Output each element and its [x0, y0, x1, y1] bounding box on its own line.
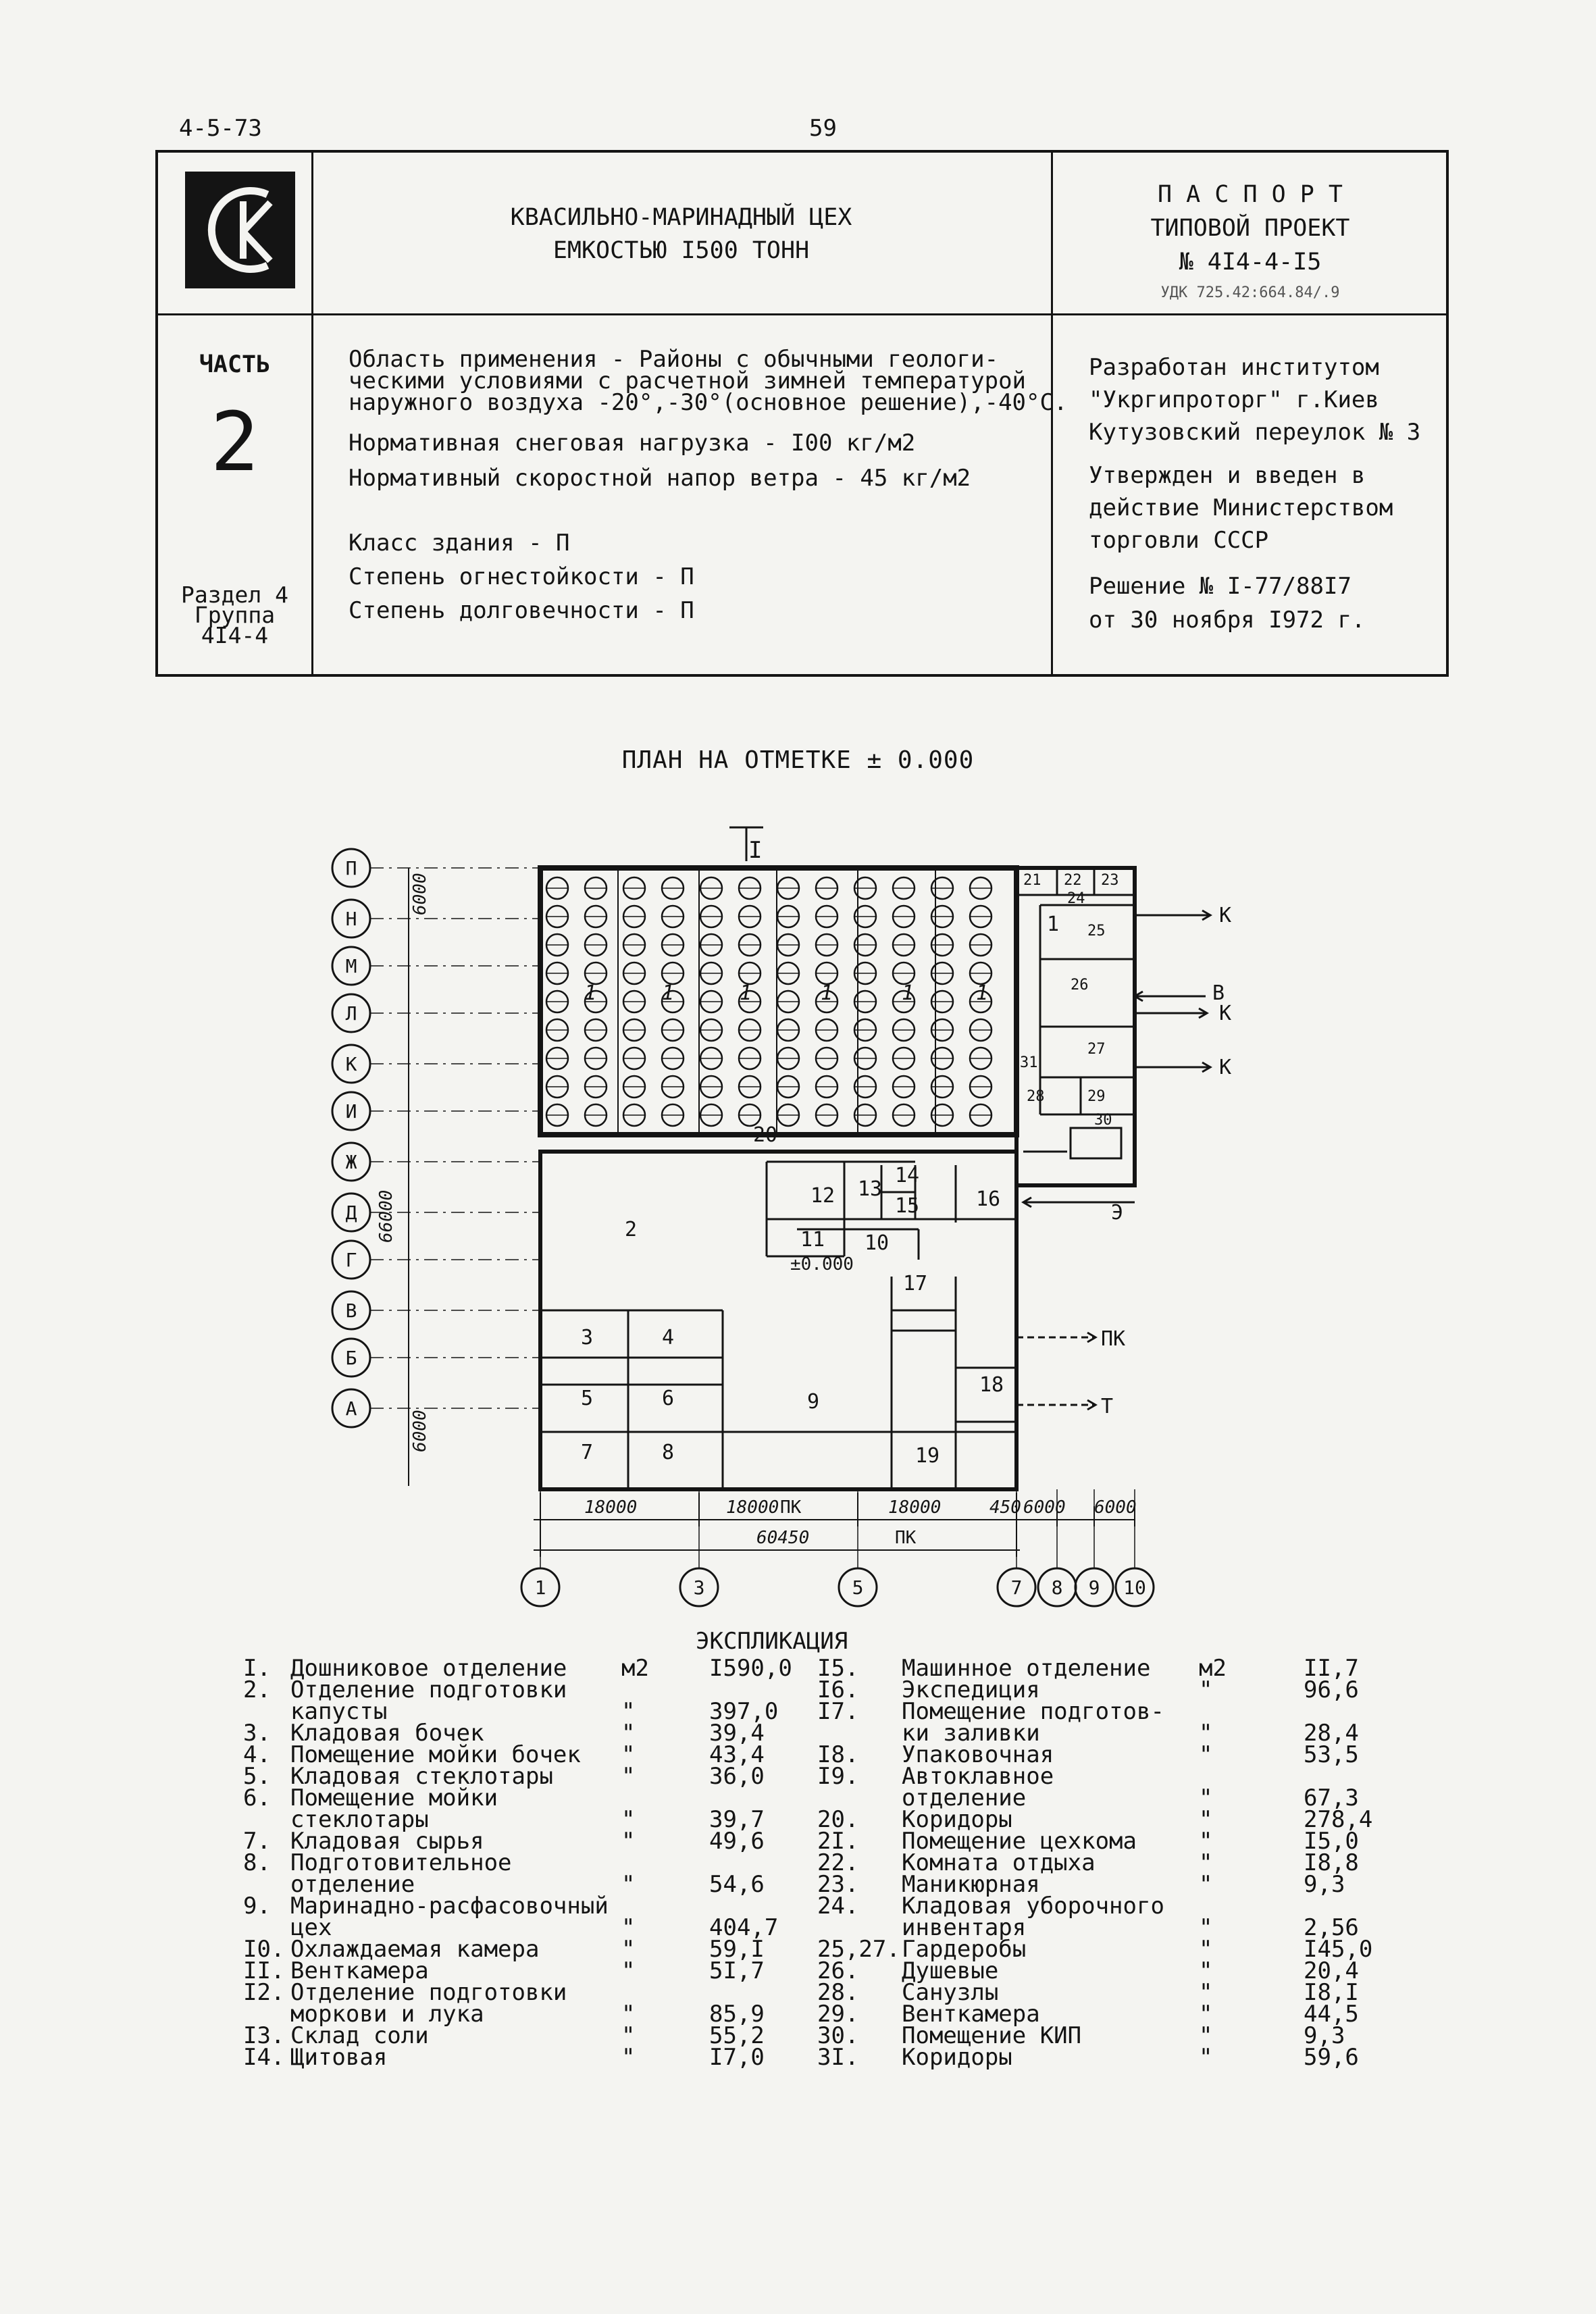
room-label: 17	[903, 1272, 928, 1295]
explication-num: I5.	[817, 1655, 859, 1682]
developer-line-2: "Укргипроторг" г.Киев	[1089, 386, 1379, 413]
room-label: 25	[1087, 923, 1106, 940]
explication-num: I3.	[243, 2022, 285, 2049]
explication-num: 20.	[817, 1806, 859, 1833]
room-label: 13	[858, 1177, 883, 1201]
passport-heading: П А С П О Р Т	[1158, 181, 1343, 208]
explication-name: Санузлы	[902, 1979, 999, 2006]
row-axis-label: М	[345, 955, 357, 977]
explication-unit: "	[1199, 1720, 1213, 1747]
explication-name: Маринадно-расфасовочный	[290, 1893, 609, 1920]
explication-unit: "	[621, 2001, 636, 2028]
part-label: ЧАСТЬ	[199, 351, 271, 378]
dim-18000-a: 18000	[584, 1497, 638, 1518]
explication-name: Гардеробы	[902, 1936, 1027, 1963]
explication-unit: "	[621, 1698, 636, 1725]
wind-pressure: Нормативный скоростной напор ветра - 45 кг/м2	[349, 465, 971, 492]
explication-unit: "	[621, 1741, 636, 1768]
explication-unit: "	[1199, 1979, 1213, 2006]
developer-line-1: Разработан институтом	[1089, 354, 1379, 381]
explication-name: капусты	[290, 1698, 388, 1725]
explication-num: 4.	[243, 1741, 271, 1768]
explication-unit: м2	[621, 1655, 649, 1682]
explication-name: инвентаря	[902, 1914, 1027, 1941]
explication-value: 59,I	[709, 1936, 765, 1963]
column-axis-label: 5	[852, 1576, 864, 1599]
project-title-line1: КВАСИЛЬНО-МАРИНАДНЫЙ ЦЕХ	[510, 204, 852, 231]
floor-plan	[324, 811, 1232, 1614]
explication-name: Помещение мойки бочек	[290, 1741, 581, 1768]
explication-unit: "	[621, 1936, 636, 1963]
explication-unit: "	[1199, 1741, 1213, 1768]
label-t: Т	[1101, 1395, 1114, 1418]
explication-name: цех	[290, 1914, 332, 1941]
explication-name: моркови и лука	[290, 2001, 484, 2028]
explication-num: II.	[243, 1957, 285, 1984]
group-label: Группа	[194, 602, 276, 628]
dim-left-66000: 66000	[376, 1189, 396, 1243]
explication-name: Коридоры	[902, 1806, 1012, 1833]
row-axis-label: И	[345, 1100, 357, 1123]
page-number: 59	[809, 115, 837, 142]
explication-name: отделение	[902, 1784, 1027, 1811]
explication-name: Кладовая стеклотары	[290, 1763, 553, 1790]
explication-value: 59,6	[1304, 2044, 1359, 2071]
row-axes	[332, 849, 540, 1427]
explication-left	[243, 1655, 804, 2090]
bottom-pk-1: ПК	[780, 1497, 802, 1518]
dim-left-6000-bottom: 6000	[410, 1410, 430, 1452]
approval-line-3: торговли СССР	[1089, 527, 1269, 554]
scope-line-2: ческими условиями с расчетной зимней температурой	[349, 367, 1027, 394]
row-axis-label: Ж	[345, 1151, 357, 1173]
explication-value: I8,I	[1304, 1979, 1359, 2006]
room-label: 22	[1064, 872, 1082, 889]
explication-name: Помещение цехкома	[902, 1828, 1137, 1855]
explication-name: Отделение подготовки	[290, 1979, 567, 2006]
explication-right	[817, 1655, 1405, 2090]
row-axis-label: П	[345, 857, 357, 879]
room-label: 3	[581, 1326, 594, 1349]
udk-code: УДК 725.42:664.84/.9	[1160, 284, 1340, 301]
explication-num: 3I.	[817, 2044, 859, 2071]
project-number: № 4I4-4-I5	[1179, 249, 1322, 276]
barrel-grid	[546, 877, 992, 1126]
explication-num: 8.	[243, 1849, 271, 1876]
bottom-pk-2: ПК	[895, 1528, 917, 1548]
explication-name: Упаковочная	[902, 1741, 1054, 1768]
explication-num: I2.	[243, 1979, 285, 2006]
label-k2: К	[1219, 1002, 1232, 1025]
explication-unit: "	[621, 2022, 636, 2049]
explication-value: 39,7	[709, 1806, 765, 1833]
approval-line-1: Утвержден и введен в	[1089, 462, 1366, 489]
room-1-label-f: 1	[976, 981, 989, 1005]
developer-line-3: Кутузовский переулок № 3	[1089, 419, 1421, 446]
explication-num: 24.	[817, 1893, 859, 1920]
label-pk: ПК	[1101, 1327, 1126, 1351]
explication-num: I6.	[817, 1676, 859, 1703]
explication-name: Подготовительное	[290, 1849, 512, 1876]
explication-value: 9,3	[1304, 1871, 1345, 1898]
explication-unit: "	[621, 1763, 636, 1790]
document-code: 4-5-73	[179, 115, 262, 142]
group-code: 4I4-4	[201, 622, 269, 648]
explication-value: I8,8	[1304, 1849, 1359, 1876]
room-label: 18	[979, 1373, 1004, 1397]
explication-title: ЭКСПЛИКАЦИЯ	[696, 1628, 848, 1655]
explication-unit: "	[621, 1806, 636, 1833]
decision-date: от 30 ноября I972 г.	[1089, 607, 1366, 634]
explication-value: 53,5	[1304, 1741, 1359, 1768]
room-label: 31	[1020, 1054, 1038, 1071]
explication-num: 29.	[817, 2001, 859, 2028]
explication-value: 39,4	[709, 1720, 765, 1747]
explication-value: I590,0	[709, 1655, 792, 1682]
label-k3: К	[1219, 1056, 1232, 1079]
explication-unit: "	[1199, 2001, 1213, 2028]
explication-value: 404,7	[709, 1914, 779, 1941]
room-label: 5	[581, 1387, 594, 1410]
room-label: 14	[895, 1164, 920, 1187]
explication-num: I9.	[817, 1763, 859, 1790]
explication-num: 30.	[817, 2022, 859, 2049]
label-v: В	[1212, 981, 1225, 1005]
column-axis-label: 10	[1123, 1576, 1146, 1599]
explication-num: 23.	[817, 1871, 859, 1898]
dim-total: 60450	[756, 1528, 810, 1548]
explication-value: 28,4	[1304, 1720, 1359, 1747]
explication-num: 28.	[817, 1979, 859, 2006]
explication-name: Кладовая уборочного	[902, 1893, 1164, 1920]
explication-name: Венткамера	[902, 2001, 1040, 2028]
room-label: 15	[895, 1194, 920, 1218]
room-1-label-c: 1	[740, 981, 752, 1005]
room-label: 30	[1094, 1112, 1112, 1129]
explication-value: 20,4	[1304, 1957, 1359, 1984]
explication-unit: "	[1199, 1871, 1213, 1898]
explication-name: Машинное отделение	[902, 1655, 1151, 1682]
room-label: 28	[1027, 1088, 1045, 1105]
explication-num: 3.	[243, 1720, 271, 1747]
explication-num: 2I.	[817, 1828, 859, 1855]
room-label: 6	[662, 1387, 675, 1410]
explication-name: Склад соли	[290, 2022, 429, 2049]
row-axis-label: Д	[345, 1202, 357, 1224]
explication-unit: "	[1199, 2044, 1213, 2071]
explication-value: 54,6	[709, 1871, 765, 1898]
explication-unit: "	[621, 2044, 636, 2071]
explication-unit: "	[1199, 1914, 1213, 1941]
explication-name: Комната отдыха	[902, 1849, 1096, 1876]
explication-name: Помещение мойки	[290, 1784, 498, 1811]
explication-value: 9,3	[1304, 2022, 1345, 2049]
room-1-label-e: 1	[902, 981, 915, 1005]
plan-title: ПЛАН НА ОТМЕТКЕ ± 0.000	[621, 746, 975, 774]
snow-load: Нормативная снеговая нагрузка - I00 кг/м2	[349, 430, 916, 457]
explication-name: стеклотары	[290, 1806, 429, 1833]
room-label: 16	[976, 1187, 1001, 1211]
explication-unit: "	[621, 1828, 636, 1855]
label-e: Э	[1111, 1201, 1124, 1225]
explication-name: Кладовая бочек	[290, 1720, 484, 1747]
explication-value: 55,2	[709, 2022, 765, 2049]
room-label: 2	[625, 1218, 638, 1241]
explication-name: Щитовая	[290, 2044, 388, 2071]
project-type: ТИПОВОЙ ПРОЕКТ	[1150, 215, 1350, 242]
row-axis-label: К	[345, 1053, 357, 1075]
explication-value: 5I,7	[709, 1957, 765, 1984]
explication-name: Экспедиция	[902, 1676, 1040, 1703]
explication-value: 49,6	[709, 1828, 765, 1855]
explication-value: I5,0	[1304, 1828, 1359, 1855]
explication-num: 9.	[243, 1893, 271, 1920]
explication-unit: "	[1199, 1849, 1213, 1876]
explication-name: Автоклавное	[902, 1763, 1054, 1790]
explication-num: I4.	[243, 2044, 285, 2071]
room-label: 8	[662, 1441, 675, 1464]
room-label: 7	[581, 1441, 594, 1464]
explication-value: II,7	[1304, 1655, 1359, 1682]
room-1-label-a: 1	[584, 981, 597, 1005]
explication-num: I8.	[817, 1741, 859, 1768]
explication-name: Охлаждаемая камера	[290, 1936, 540, 1963]
room-label: 24	[1067, 890, 1085, 907]
explication-value: 2,56	[1304, 1914, 1359, 1941]
room-label: 21	[1023, 872, 1041, 889]
explication-name: Помещение подготов-	[902, 1698, 1164, 1725]
row-axis-label: Б	[345, 1347, 357, 1369]
dim-18000-b: 18000	[726, 1497, 779, 1518]
dim-6000-a: 6000	[1023, 1497, 1066, 1518]
explication-name: Душевые	[902, 1957, 999, 1984]
dim-left-6000-top: 6000	[410, 873, 430, 915]
passport-card	[155, 150, 1449, 677]
explication-value: 44,5	[1304, 2001, 1359, 2028]
room-label: 19	[915, 1444, 940, 1468]
explication-unit: "	[1199, 1828, 1213, 1855]
explication-name: Кладовая сырья	[290, 1828, 484, 1855]
fire-resistance: Степень огнестойкости - П	[349, 563, 694, 590]
row-axis-label: Н	[345, 908, 357, 930]
row-axis-label: Л	[345, 1002, 357, 1025]
explication-unit: м2	[1199, 1655, 1227, 1682]
durability: Степень долговечности - П	[349, 597, 694, 624]
explication-name: Коридоры	[902, 2044, 1012, 2071]
explication-unit: "	[621, 1914, 636, 1941]
part-number: 2	[210, 396, 259, 490]
explication-name: Отделение подготовки	[290, 1676, 567, 1703]
decision-number: Решение № I-77/88I7	[1089, 573, 1352, 600]
dim-18000-c: 18000	[888, 1497, 942, 1518]
explication-value: 96,6	[1304, 1676, 1359, 1703]
room-label: 11	[800, 1228, 825, 1252]
explication-num: 5.	[243, 1763, 271, 1790]
explication-num: I7.	[817, 1698, 859, 1725]
explication-name: отделение	[290, 1871, 415, 1898]
label-k1: К	[1219, 904, 1232, 927]
logo-ck-icon	[185, 172, 295, 288]
explication-value: 85,9	[709, 2001, 765, 2028]
building-class: Класс здания - П	[349, 530, 570, 557]
room-label: 20	[753, 1123, 778, 1147]
section-label: Раздел 4	[181, 582, 288, 608]
explication-unit: "	[1199, 1957, 1213, 1984]
column-axis-label: 7	[1010, 1576, 1023, 1599]
room-label: 29	[1087, 1088, 1106, 1105]
explication-name: ки заливки	[902, 1720, 1040, 1747]
explication-num: 2.	[243, 1676, 271, 1703]
explication-value: 36,0	[709, 1763, 765, 1790]
explication-unit: "	[621, 1957, 636, 1984]
room-label: 27	[1087, 1041, 1106, 1058]
row-axis-label: Г	[345, 1249, 357, 1271]
level-mark: ±0.000	[790, 1254, 854, 1275]
room-label: 26	[1071, 977, 1089, 994]
room-label: 9	[807, 1390, 820, 1414]
column-axis-label: 3	[693, 1576, 705, 1599]
column-axis-label: 9	[1088, 1576, 1100, 1599]
row-axis-label: А	[345, 1397, 357, 1420]
scope-line-1: Область применения - Районы с обычными геологи-	[349, 346, 999, 373]
approval-line-2: действие Министерством	[1089, 494, 1393, 521]
room-1-label-d: 1	[821, 981, 833, 1005]
explication-value: I45,0	[1304, 1936, 1373, 1963]
explication-unit: "	[1199, 1806, 1213, 1833]
room-label: 23	[1101, 872, 1119, 889]
explication-num: 26.	[817, 1957, 859, 1984]
explication-num: I.	[243, 1655, 271, 1682]
explication-name: Дошниковое отделение	[290, 1655, 567, 1682]
explication-value: 43,4	[709, 1741, 765, 1768]
explication-unit: "	[1199, 1784, 1213, 1811]
project-title-line2: ЕМКОСТЬЮ I500 ТОНН	[552, 237, 810, 264]
room-label: 1	[1047, 912, 1060, 936]
explication-name: Маникюрная	[902, 1871, 1040, 1898]
explication-unit: "	[1199, 2022, 1213, 2049]
explication-unit: "	[1199, 1936, 1213, 1963]
explication-num: 6.	[243, 1784, 271, 1811]
dim-450: 450	[989, 1497, 1021, 1518]
explication-unit: "	[621, 1720, 636, 1747]
explication-num: 7.	[243, 1828, 271, 1855]
explication-value: I7,0	[709, 2044, 765, 2071]
room-label: 10	[865, 1231, 890, 1255]
explication-value: 278,4	[1304, 1806, 1373, 1833]
room-label: 12	[810, 1184, 835, 1208]
explication-name: Помещение КИП	[902, 2022, 1082, 2049]
row-axis-label: В	[345, 1300, 357, 1322]
scope-line-3: наружного воздуха -20°,-30°(основное решение),-40°С.	[349, 389, 1068, 416]
explication-unit: "	[621, 1871, 636, 1898]
explication-name: Венткамера	[290, 1957, 429, 1984]
room-label: 4	[662, 1326, 675, 1349]
dim-6000-b: 6000	[1094, 1497, 1137, 1518]
explication-num: 22.	[817, 1849, 859, 1876]
explication-num: I0.	[243, 1936, 285, 1963]
explication-num: 25,27.	[817, 1936, 900, 1963]
explication-value: 397,0	[709, 1698, 779, 1725]
explication-unit: "	[1199, 1676, 1213, 1703]
column-axis-label: 1	[534, 1576, 546, 1599]
column-axis-label: 8	[1051, 1576, 1063, 1599]
room-1-label-b: 1	[662, 981, 675, 1005]
section-mark-top: I	[748, 837, 763, 864]
explication-value: 67,3	[1304, 1784, 1359, 1811]
